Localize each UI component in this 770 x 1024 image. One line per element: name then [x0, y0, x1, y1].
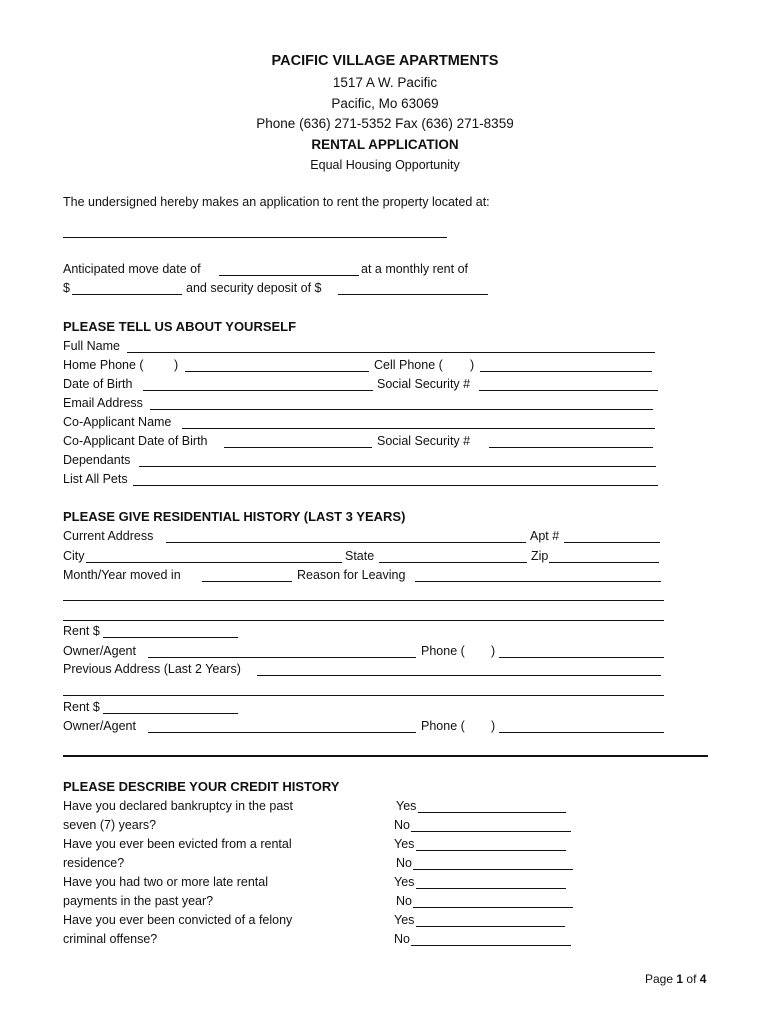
cell-phone-paren: ) — [470, 358, 475, 372]
page-current: 1 — [676, 972, 684, 986]
page-word: Page — [645, 972, 674, 986]
property-address-field[interactable] — [63, 237, 447, 238]
eviction-no-label: No — [396, 856, 412, 870]
felony-no-label: No — [394, 932, 410, 946]
previous-address-field[interactable] — [257, 675, 661, 676]
late-payment-no-label: No — [396, 894, 412, 908]
reason-field[interactable] — [415, 581, 661, 582]
cell-phone-field[interactable] — [480, 371, 652, 372]
equal-housing-tagline: Equal Housing Opportunity — [310, 158, 460, 172]
felony-yes-label: Yes — [394, 913, 415, 927]
rent-field[interactable] — [103, 637, 238, 638]
zip-label: Zip — [531, 549, 549, 563]
of-word: of — [686, 972, 697, 986]
deposit-label: and security deposit of $ — [186, 281, 322, 295]
dependants-label: Dependants — [63, 453, 131, 467]
pets-field[interactable] — [133, 485, 658, 486]
home-phone-field[interactable] — [185, 371, 369, 372]
previous-owner-agent-label: Owner/Agent — [63, 719, 136, 733]
bankruptcy-question-line-2: seven (7) years? — [63, 818, 157, 832]
previous-address-label: Previous Address (Last 2 Years) — [63, 662, 241, 676]
city-field[interactable] — [86, 562, 342, 563]
bankruptcy-no-field[interactable] — [411, 831, 571, 832]
co-applicant-name-label: Co-Applicant Name — [63, 415, 172, 429]
rent-label: Rent $ — [63, 624, 100, 638]
section-divider — [63, 755, 708, 757]
previous-owner-phone-label: Phone ( — [421, 719, 465, 733]
monthly-rent-field[interactable] — [72, 294, 182, 295]
move-date-field[interactable] — [219, 275, 359, 276]
previous-owner-agent-field[interactable] — [148, 732, 416, 733]
apt-label: Apt # — [530, 529, 560, 543]
intro-text: The undersigned hereby makes an application to rent the property located at: — [63, 195, 490, 209]
felony-question-line-1: Have you ever been convicted of a felony — [63, 913, 293, 927]
company-name: PACIFIC VILLAGE APARTMENTS — [271, 53, 499, 69]
home-phone-paren: ) — [174, 358, 179, 372]
address-line-1: 1517 A W. Pacific — [332, 75, 438, 90]
felony-no-field[interactable] — [411, 945, 571, 946]
moved-in-label: Month/Year moved in — [63, 568, 181, 582]
bankruptcy-yes-label: Yes — [396, 799, 417, 813]
dob-label: Date of Birth — [63, 377, 133, 391]
home-phone-label: Home Phone ( — [63, 358, 144, 372]
late-payment-no-field[interactable] — [413, 907, 573, 908]
page-total: 4 — [699, 972, 707, 986]
co-applicant-dob-label: Co-Applicant Date of Birth — [63, 434, 208, 448]
about-heading: PLEASE TELL US ABOUT YOURSELF — [63, 319, 297, 334]
owner-phone-field[interactable] — [499, 657, 664, 658]
form-title: RENTAL APPLICATION — [311, 137, 459, 152]
co-applicant-dob-field[interactable] — [224, 447, 372, 448]
late-payment-question-line-1: Have you had two or more late rental — [63, 875, 268, 889]
reason-line-2[interactable] — [63, 600, 664, 601]
previous-owner-phone-field[interactable] — [499, 732, 664, 733]
full-name-label: Full Name — [63, 339, 120, 353]
pets-label: List All Pets — [63, 472, 128, 486]
email-label: Email Address — [63, 396, 143, 410]
reason-line-3[interactable] — [63, 620, 664, 621]
previous-rent-field[interactable] — [103, 713, 238, 714]
deposit-field[interactable] — [338, 294, 488, 295]
dependants-field[interactable] — [139, 466, 656, 467]
felony-yes-field[interactable] — [416, 926, 565, 927]
dollar-sign: $ — [63, 281, 70, 295]
current-address-label: Current Address — [63, 529, 154, 543]
bankruptcy-no-label: No — [394, 818, 410, 832]
zip-field[interactable] — [549, 562, 659, 563]
co-applicant-ssn-label: Social Security # — [377, 434, 471, 448]
state-label: State — [345, 549, 375, 563]
co-applicant-ssn-field[interactable] — [489, 447, 653, 448]
late-payment-question-line-2: payments in the past year? — [63, 894, 214, 908]
move-date-label: Anticipated move date of — [63, 262, 201, 276]
owner-phone-label: Phone ( — [421, 644, 465, 658]
owner-phone-paren: ) — [491, 644, 496, 658]
residential-heading: PLEASE GIVE RESIDENTIAL HISTORY (LAST 3 YEARS) — [63, 509, 406, 524]
moved-in-field[interactable] — [202, 581, 292, 582]
state-field[interactable] — [379, 562, 527, 563]
reason-label: Reason for Leaving — [297, 568, 406, 582]
current-address-field[interactable] — [166, 542, 526, 543]
ssn-field[interactable] — [479, 390, 658, 391]
late-payment-yes-field[interactable] — [416, 888, 566, 889]
page-number — [645, 971, 706, 987]
previous-rent-label: Rent $ — [63, 700, 100, 714]
email-field[interactable] — [150, 409, 653, 410]
phone-fax: Phone (636) 271-5352 Fax (636) 271-8359 — [256, 116, 514, 131]
address-line-2: Pacific, Mo 63069 — [331, 96, 439, 111]
ssn-label: Social Security # — [377, 377, 471, 391]
dob-field[interactable] — [143, 390, 373, 391]
eviction-yes-field[interactable] — [416, 850, 566, 851]
full-name-field[interactable] — [127, 352, 655, 353]
late-payment-yes-label: Yes — [394, 875, 415, 889]
credit-heading: PLEASE DESCRIBE YOUR CREDIT HISTORY — [63, 779, 340, 794]
bankruptcy-question-line-1: Have you declared bankruptcy in the past — [63, 799, 293, 813]
bankruptcy-yes-field[interactable] — [418, 812, 566, 813]
owner-agent-label: Owner/Agent — [63, 644, 136, 658]
eviction-question-line-1: Have you ever been evicted from a rental — [63, 837, 292, 851]
previous-address-line-2[interactable] — [63, 695, 664, 696]
previous-owner-phone-paren: ) — [491, 719, 496, 733]
felony-question-line-2: criminal offense? — [63, 932, 158, 946]
city-label: City — [63, 549, 85, 563]
eviction-question-line-2: residence? — [63, 856, 125, 870]
cell-phone-label: Cell Phone ( — [374, 358, 443, 372]
eviction-yes-label: Yes — [394, 837, 415, 851]
co-applicant-name-field[interactable] — [182, 428, 655, 429]
owner-agent-field[interactable] — [148, 657, 416, 658]
monthly-rent-label: at a monthly rent of — [361, 262, 469, 276]
apt-field[interactable] — [564, 542, 660, 543]
eviction-no-field[interactable] — [413, 869, 573, 870]
